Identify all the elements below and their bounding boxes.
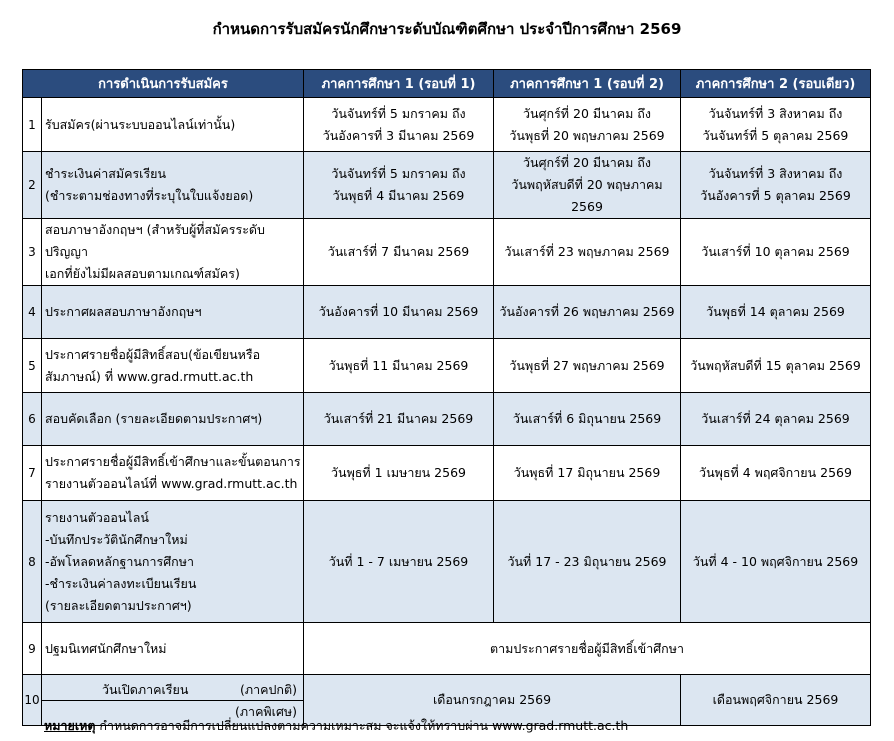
table-row: [23, 446, 871, 501]
table-row: [23, 339, 871, 393]
round2-date-line: วันพฤหัสบดีที่ 20 พฤษภาคม 2569: [511, 177, 663, 214]
row-number: 7: [23, 446, 42, 501]
round2-date: [494, 152, 681, 219]
step-cell-line: -ชำระเงินค่าลงทะเบียนเรียน: [45, 575, 197, 591]
round1-date-line: วันพุธที่ 11 มีนาคม 2569: [328, 357, 469, 373]
step-cell: [42, 286, 304, 339]
round3-date: [681, 393, 871, 446]
table-row: [23, 623, 871, 675]
round2-date: [494, 98, 681, 152]
table-row: [23, 286, 871, 339]
step-cell: [42, 446, 304, 501]
round1-date: [304, 219, 494, 286]
step-cell-line: ประกาศรายชื่อผู้มีสิทธิ์เข้าศึกษาและขั้นตอนการ: [45, 454, 301, 469]
round3-date: [681, 339, 871, 393]
round1-date-line: วันพุธที่ 4 มีนาคม 2569: [332, 188, 465, 203]
semester1-open-date: เดือนกรกฎาคม 2569: [304, 675, 681, 726]
round3-date-line: วันจันทร์ที่ 5 ตุลาคม 2569: [702, 127, 849, 143]
special-program-label: (ภาคพิเศษ): [234, 704, 297, 719]
round1-date-line: วันที่ 1 - 7 เมษายน 2569: [328, 553, 469, 569]
round3-date: [681, 286, 871, 339]
step-cell-line: รับสมัคร(ผ่านระบบออนไลน์เท่านั้น): [45, 116, 236, 132]
round1-date: [304, 339, 494, 393]
schedule-table: [22, 69, 871, 726]
round3-date: [681, 446, 871, 501]
step-cell: ปฐมนิเทศนักศึกษาใหม่: [42, 623, 304, 675]
step-cell-line: เอกที่ยังไม่มีผลสอบตามเกณฑ์สมัคร): [45, 266, 240, 281]
header-process: การดำเนินการรับสมัคร: [23, 70, 304, 98]
row-number: 1: [23, 98, 42, 152]
table-row: [23, 98, 871, 152]
round1-date: [304, 152, 494, 219]
round3-date: [681, 501, 871, 623]
table-row: [23, 219, 871, 286]
round3-date-line: วันพฤหัสบดีที่ 15 ตุลาคม 2569: [690, 357, 861, 373]
round2-date: [494, 446, 681, 501]
step-cell: [42, 152, 304, 219]
step-cell: [42, 393, 304, 446]
row-number: 2: [23, 152, 42, 219]
round3-date: [681, 152, 871, 219]
step-cell: [42, 219, 304, 286]
table-row: [23, 501, 871, 623]
semester-open-title: วันเปิดภาคเรียน: [102, 682, 189, 697]
round3-date: [681, 219, 871, 286]
step-cell-line: สอบภาษาอังกฤษฯ (สำหรับผู้ที่สมัครระดับปริญญา: [45, 222, 265, 259]
header-round1: ภาคการศึกษา 1 (รอบที่ 1): [304, 70, 494, 98]
round2-date-line: วันศุกร์ที่ 20 มีนาคม ถึง: [523, 155, 651, 170]
round2-date-line: วันพุธที่ 17 มิถุนายน 2569: [513, 465, 661, 480]
round1-date-line: วันเสาร์ที่ 21 มีนาคม 2569: [323, 411, 474, 426]
row-number: 8: [23, 501, 42, 623]
row-number: 5: [23, 339, 42, 393]
round3-date: [681, 98, 871, 152]
step-cell: [42, 339, 304, 393]
round3-date-line: วันเสาร์ที่ 10 ตุลาคม 2569: [701, 244, 850, 259]
round1-date-line: วันพุธที่ 1 เมษายน 2569: [331, 465, 466, 480]
orientation-date: ตามประกาศรายชื่อผู้มีสิทธิ์เข้าศึกษา: [304, 623, 871, 675]
page-title: กำหนดการรับสมัครนักศึกษาระดับบัณฑิตศึกษา ประจำปีการศึกษา 2569: [212, 20, 682, 38]
footnote: [44, 716, 628, 736]
round1-date: [304, 446, 494, 501]
round3-date-line: วันพุธที่ 14 ตุลาคม 2569: [706, 304, 845, 319]
round2-date: [494, 501, 681, 623]
step-cell-line: สัมภาษณ์) ที่ www.grad.rmutt.ac.th: [45, 368, 254, 384]
step-cell-line: รายงานตัวออนไลน์: [45, 509, 149, 525]
footnote-label: หมายเหตุ: [44, 718, 96, 733]
round3-date-line: วันจันทร์ที่ 3 สิงหาคม ถึง: [708, 166, 843, 181]
round1-date: [304, 393, 494, 446]
table-row: [23, 393, 871, 446]
table-row: [23, 152, 871, 219]
header-round2: ภาคการศึกษา 1 (รอบที่ 2): [494, 70, 681, 98]
round2-date: [494, 219, 681, 286]
row-number: 4: [23, 286, 42, 339]
step-cell-line: สอบคัดเลือก (รายละเอียดตามประกาศฯ): [45, 411, 263, 426]
step-cell: [42, 501, 304, 623]
step-cell-line: (ชำระตามช่องทางที่ระบุในใบแจ้งยอด): [45, 188, 254, 203]
header-round3: ภาคการศึกษา 2 (รอบเดียว): [681, 70, 871, 98]
round3-date-line: วันที่ 4 - 10 พฤศจิกายน 2569: [692, 553, 859, 569]
semester2-open-date: เดือนพฤศจิกายน 2569: [681, 675, 871, 726]
step-cell-line: รายงานตัวออนไลน์ที่ www.grad.rmutt.ac.th: [45, 476, 298, 491]
round3-date-line: วันเสาร์ที่ 24 ตุลาคม 2569: [701, 411, 850, 426]
row-number: 6: [23, 393, 42, 446]
step-cell: [42, 98, 304, 152]
footnote-text: กำหนดการอาจมีการเปลี่ยนแปลงตามความเหมาะสม จะแจ้งให้ทราบผ่าน www.grad.rmutt.ac.th: [95, 718, 629, 733]
step-cell-line: -บันทึกประวัตินักศึกษาใหม่: [45, 531, 188, 547]
step-cell-line: (รายละเอียดตามประกาศฯ): [45, 597, 192, 613]
round3-date-line: วันพุธที่ 4 พฤศจิกายน 2569: [699, 465, 852, 480]
step-cell-line: ประกาศรายชื่อผู้มีสิทธิ์สอบ(ข้อเขียนหรือ: [45, 346, 261, 362]
row-number: 3: [23, 219, 42, 286]
round2-date: [494, 339, 681, 393]
round2-date-line: วันอังคารที่ 26 พฤษภาคม 2569: [499, 304, 675, 319]
round2-date-line: วันศุกร์ที่ 20 มีนาคม ถึง: [523, 105, 651, 121]
round2-date-line: วันพุธที่ 20 พฤษภาคม 2569: [509, 127, 665, 143]
round1-date-line: วันจันทร์ที่ 5 มกราคม ถึง: [331, 166, 466, 181]
round2-date: [494, 286, 681, 339]
step-cell-line: ชำระเงินค่าสมัครเรียน: [45, 166, 167, 181]
semester-open-regular: [42, 678, 303, 701]
row-number: 9: [23, 623, 42, 675]
round1-date-line: วันจันทร์ที่ 5 มกราคม ถึง: [331, 105, 466, 121]
regular-program-label: (ภาคปกติ): [240, 682, 297, 697]
step-cell-line: -อัพโหลดหลักฐานการศึกษา: [45, 553, 194, 569]
step-cell-line: ประกาศผลสอบภาษาอังกฤษฯ: [45, 304, 202, 319]
round1-date: [304, 501, 494, 623]
round2-date: [494, 393, 681, 446]
round1-date: [304, 286, 494, 339]
round3-date-line: วันอังคารที่ 5 ตุลาคม 2569: [700, 188, 851, 203]
round3-date-line: วันจันทร์ที่ 3 สิงหาคม ถึง: [708, 105, 843, 121]
round2-date-line: วันเสาร์ที่ 6 มิถุนายน 2569: [512, 411, 662, 426]
round1-date: [304, 98, 494, 152]
round1-date-line: วันอังคารที่ 10 มีนาคม 2569: [318, 304, 479, 319]
round1-date-line: วันอังคารที่ 3 มีนาคม 2569: [322, 127, 475, 143]
round2-date-line: วันพุธที่ 27 พฤษภาคม 2569: [509, 357, 665, 373]
round2-date-line: วันที่ 17 - 23 มิถุนายน 2569: [507, 553, 667, 569]
round1-date-line: วันเสาร์ที่ 7 มีนาคม 2569: [327, 244, 470, 259]
row-number: 10: [23, 675, 42, 726]
header-row: [23, 70, 871, 98]
round2-date-line: วันเสาร์ที่ 23 พฤษภาคม 2569: [504, 244, 670, 259]
